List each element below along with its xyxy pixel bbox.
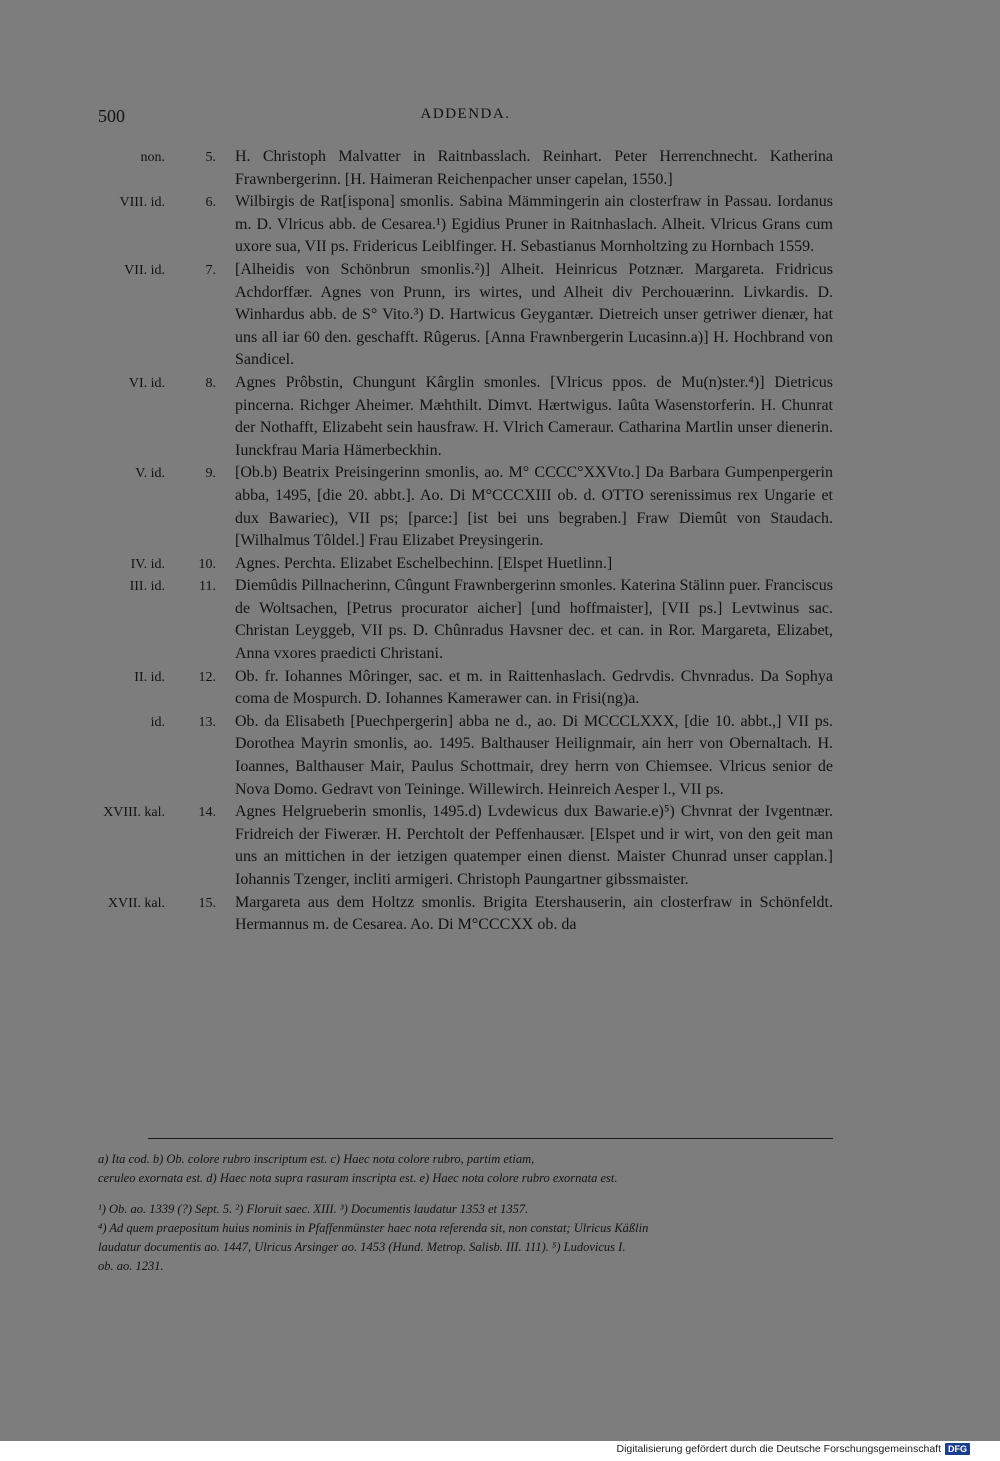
footnote-rule	[148, 1138, 833, 1139]
footnote-line: laudatur documentis ao. 1447, Ulricus Arsinger ao. 1453 (Hund. Metrop. Salisb. III. 111). ⁵) Ludovicus I.	[98, 1240, 626, 1254]
entry-text: Agnes. Perchta. Elizabet Eschelbechinn. [Elspet Huetlinn.]	[235, 554, 613, 572]
entry-date: III. id.	[129, 579, 165, 595]
digitization-credit	[616, 1443, 970, 1455]
entry-row	[98, 372, 833, 462]
entry-number: 13.	[198, 714, 216, 730]
entry-text: H. Christoph Malvatter in Raitnbasslach. Reinhart. Peter Herrenchnecht. Katherina Frawnbergerinn. [H. Haimeran Reichenpacher unser capelan, 1550.]	[235, 148, 833, 188]
header-title: ADDENDA.	[420, 106, 511, 122]
entry-date: id.	[150, 714, 165, 730]
entry-text: Agnes Prôbstin, Chungunt Kârglin smonles. [Vlricus ppos. de Mu(n)ster.⁴)] Dietricus pincerna. Richger Aheimer. Mæhthilt. Dimvt. Hærtwigus. Iaûta Wasenstorferin. H. Chunrat der Nothafft, Elizabeht sein hausfraw. H. Vlrich Cameraur. Catharina Martlin unser dienerin. Iunckfrau Maria Hämerbeckhin.	[235, 373, 833, 459]
entry-number: 15.	[198, 895, 216, 911]
entry-number: 12.	[198, 669, 216, 685]
entry-date: V. id.	[135, 466, 165, 482]
calendar-entries	[98, 146, 833, 937]
entry-date: non.	[140, 150, 165, 165]
entry-number: 7.	[205, 262, 216, 278]
entry-text: [Alheidis von Schönbrun smonlis.²)] Alheit. Heinricus Potznær. Margareta. Fridricus Achdorffær. Agnes von Prunn, irs wirtes, und Alheit div Perchouærinn. Livkardis. D. Winhardus abb. de S° Vito.³) D. Hartwicus Geygantær. Dietreich unser getriwer dienær, hat uns all iar 60 den. geschafft. Rûgerus. [Anna Frawnbergerin Lucasinn.a)] H. Hochbrand von Sandicel.	[235, 260, 833, 369]
entry-row	[98, 575, 833, 665]
entry-number: 10.	[198, 556, 216, 572]
page-number: 500	[98, 106, 125, 126]
entry-row	[98, 146, 833, 191]
footnote-line: ¹) Ob. ao. 1339 (?) Sept. 5. ²) Floruit saec. XIII. ³) Documentis laudatur 1353 et 1357.	[98, 1202, 529, 1216]
entry-date: II. id.	[134, 669, 165, 685]
entry-number: 11.	[199, 579, 216, 595]
entry-row	[98, 259, 833, 372]
footnote-line: ⁴) Ad quem praepositum huius nominis in Pfaffenmünster haec nota referenda sit, non constat; Ulricus Käßlin	[98, 1221, 649, 1235]
dfg-logo: DFG	[945, 1443, 970, 1455]
footnote-line: ceruleo exornata est. d) Haec nota supra rasuram inscripta est. e) Haec nota colore rubro exornata est.	[98, 1171, 618, 1185]
entry-row	[98, 711, 833, 801]
entry-number: 8.	[205, 375, 216, 391]
entry-row	[98, 553, 833, 576]
entry-number: 9.	[205, 466, 216, 482]
entry-date: IV. id.	[130, 556, 165, 572]
entry-date: VI. id.	[128, 375, 165, 391]
entry-text: [Ob.b) Beatrix Preisingerinn smonlis, ao. M° CCCC°XXVto.] Da Barbara Gumpenpergerin abba, 1495, [die 20. abbt.]. Ao. Di M°CCCXIII ob. d. OTTO serenissimus rex Ungarie et dux Bawariec), VII ps; [parce:] [ist bei uns begraben.] Fraw Diemût von Staudach. [Wilhalmus Tôldel.] Frau Elizabet Preysingerin.	[235, 464, 833, 550]
footnote-line: ob. ao. 1231.	[98, 1259, 164, 1273]
entry-text: Wilbirgis de Rat[ispona] smonlis. Sabina Mämmingerin ain closterfraw in Passau. Iordanus m. D. Vlricus abb. de Cesarea.¹) Egidius Pruner in Raitnhaslach. Alheit. Vlricus Grans cum uxore sua, VII ps. Fridericus Leiblfinger. H. Sebastianus Mornholtzing zu Hornbach 1559.	[235, 193, 833, 256]
entry-row	[98, 801, 833, 891]
entry-text: Ob. fr. Iohannes Môringer, sac. et m. in Raittenhaslach. Gedrvdis. Chvnradus. Da Sophya coma de Mospurch. D. Iohannes Kamerawer can. in Frisi(ng)a.	[235, 667, 833, 708]
credit-text: Digitalisierung gefördert durch die Deutsche Forschungsgemeinschaft	[616, 1443, 941, 1455]
entry-number: 6.	[205, 195, 216, 211]
entry-date: VIII. id.	[119, 195, 165, 211]
entry-number: 5.	[205, 150, 216, 165]
entry-row	[98, 666, 833, 711]
entry-date: VII. id.	[124, 262, 165, 278]
entry-row	[98, 191, 833, 259]
historical-footnotes	[98, 1200, 833, 1276]
entry-date: XVII. kal.	[107, 895, 165, 911]
footnote-line: a) Ita cod. b) Ob. colore rubro inscriptum est. c) Haec nota colore rubro, partim etiam,	[98, 1152, 535, 1166]
entry-row	[98, 892, 833, 937]
entry-text: Margareta aus dem Holtzz smonlis. Brigita Etershauserin, ain closterfraw in Schönfeldt. Hermannus m. de Cesarea. Ao. Di M°CCCXX ob. da	[235, 893, 833, 934]
entry-number: 14.	[198, 805, 216, 821]
entry-date: XVIII. kal.	[103, 805, 165, 821]
entry-text: Agnes Helgrueberin smonlis, 1495.d) Lvdewicus dux Bawarie.e)⁵) Chvnrat der Ivgentnær. Fridreich der Fiwerær. H. Perchtolt der Peffenhausær. [Elspet und ir wirt, von den geit man uns an mittichen in der ietzigen quatemper einen dienst. Maister Chunrad unser capplan.] Iohannis Tzenger, incliti armigeri. Christoph Paungartner gibssmaister.	[235, 803, 833, 888]
entry-text: Ob. da Elisabeth [Puechpergerin] abba ne d., ao. Di MCCCLXXX, [die 10. abbt.,] VII ps. Dorothea Mayrin smonlis, ao. 1495. Balthauser Heilignmair, ain herr von Obernaltach. H. Ioannes, Balthauser Mair, Paulus Schottmair, drey herrn von Chiemsee. Vlricus senior de Nova Domo. Gedravt von Teininge. Willewirch. Heinreich Aesper l., VII ps.	[235, 712, 833, 798]
entry-text: Diemûdis Pillnacherinn, Cûngunt Frawnbergerinn smonles. Katerina Stälinn puer. Franciscus de Woltsachen, [Petrus procurator aicher] [und hoffmaister], [VII ps.] Levtwinus sac. Christan Leyggeb, VII ps. D. Chûnradus Havsner dec. et can. in Ror. Margareta, Elizabet, Anna vxores praedicti Christani.	[235, 577, 833, 663]
apparatus-footnotes	[98, 1150, 833, 1188]
running-head	[98, 106, 833, 130]
entry-row	[98, 462, 833, 552]
